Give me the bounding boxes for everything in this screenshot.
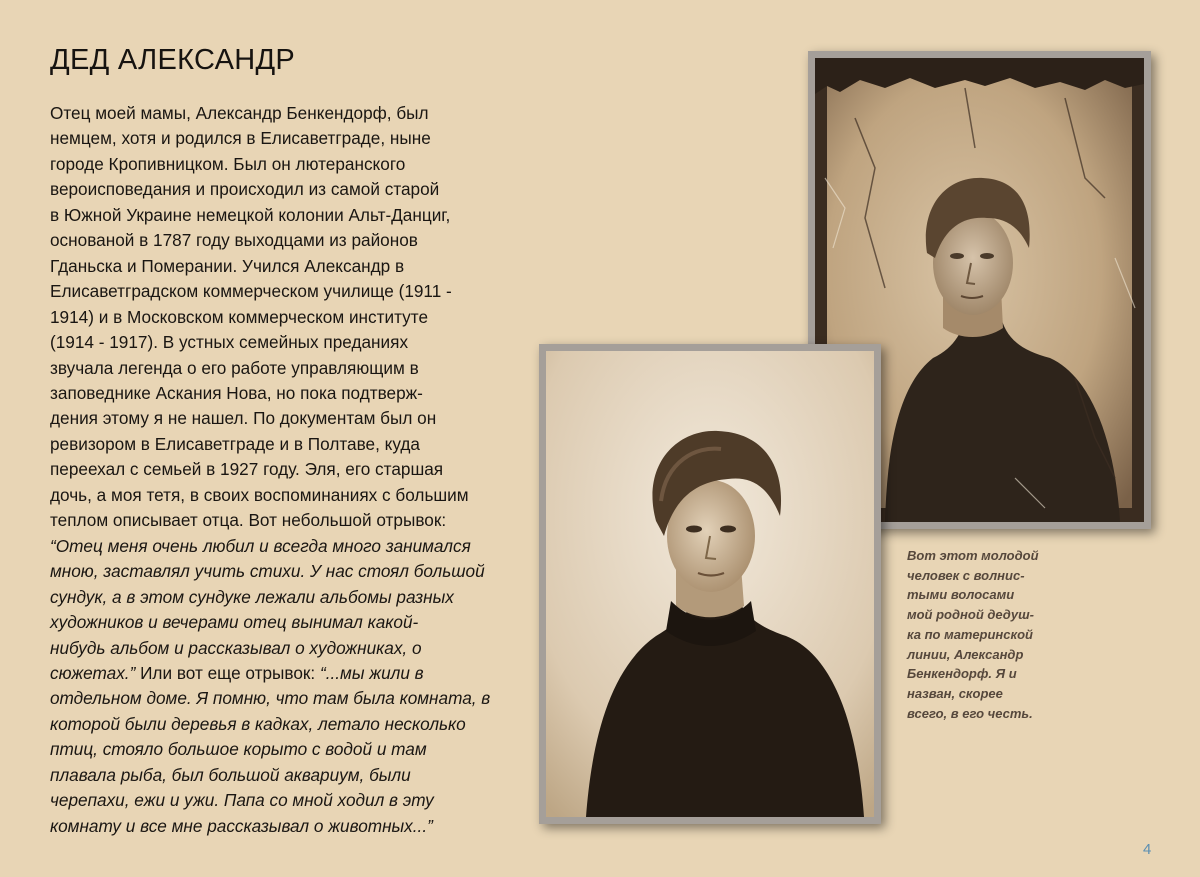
- caption-line: тыми волосами: [907, 587, 1015, 603]
- body-line: ревизором в Елисаветграде и в Полтаве, куда: [50, 433, 420, 454]
- quote-fragment: “...мы жили в: [319, 662, 424, 683]
- body-line: дочь, а моя тетя, в своих воспоминаниях с большим: [50, 484, 469, 505]
- caption-line: Вот этот молодой: [907, 548, 1039, 563]
- caption-line: всего, в его честь.: [907, 705, 1033, 721]
- quote-line: “Отец меня очень любил и всегда много занимался: [50, 535, 471, 556]
- body-line: немцем, хотя и родился в Елисаветграде, ныне: [50, 128, 431, 149]
- body-fragment: Или вот еще отрывок:: [135, 662, 320, 683]
- body-line: заповеднике Аскания Нова, но пока подтверж-: [50, 382, 423, 403]
- caption-line: Бенкендорф. Я и: [907, 666, 1017, 682]
- quote-line: черепахи, ежи и ужи. Папа со мной ходил в эту: [50, 790, 434, 811]
- quote-line: отдельном доме. Я помню, что там была комната, в: [50, 688, 491, 709]
- body-line: звучала легенда о его работе управляющим в: [50, 357, 419, 378]
- body-line: 1914) и в Московском коммерческом институте: [50, 306, 429, 327]
- body-line: Гданьска и Померании. Учился Александр в: [50, 255, 405, 276]
- caption-line: ка по материнской: [907, 626, 1033, 642]
- body-line: теплом описывает отца. Вот небольшой отрывок:: [50, 510, 447, 531]
- body-line: городе Кропивницком. Был он лютеранского: [50, 153, 406, 174]
- quote-line: нибудь альбом и рассказывал о художниках, о: [50, 637, 422, 658]
- body-line: Отец моей мамы, Александр Бенкендорф, был: [50, 103, 429, 123]
- body-line: основаной в 1787 году выходцами из районов: [50, 230, 418, 251]
- quote-line: комнату и все мне рассказывал о животных...”: [50, 815, 433, 836]
- portrait-photo: [539, 344, 881, 824]
- mixed-line: [50, 661, 500, 686]
- quote-line: которой были деревья в кадках, летало несколько: [50, 713, 466, 734]
- body-line: в Южной Украине немецкой колонии Альт-Данциг,: [50, 204, 451, 225]
- quote-line: сундук, а в этом сундуке лежали альбомы разных: [50, 586, 454, 607]
- quote-line: мною, заставлял учить стихи. У нас стоял большой: [50, 561, 485, 582]
- quote-line: птиц, стояло большое корыто с водой и там: [50, 739, 427, 760]
- body-line: переехал с семьей в 1927 году. Эля, его старшая: [50, 459, 444, 480]
- body-line: Елисаветградском коммерческом училище (1911 -: [50, 281, 452, 302]
- page-number: 4: [1143, 841, 1152, 858]
- caption-line: человек с волнис-: [907, 567, 1025, 583]
- body-line: (1914 - 1917). В устных семейных преданиях: [50, 332, 409, 353]
- body-line: вероисповедания и происходил из самой старой: [50, 179, 440, 200]
- quote-fragment: сюжетах.”: [50, 662, 136, 683]
- body-line: дения этому я не нашел. По документам был он: [50, 408, 437, 429]
- body-paragraph: [50, 101, 500, 839]
- caption-line: назван, скорее: [907, 685, 1003, 701]
- quote-line: плавала рыба, был большой аквариум, были: [50, 764, 411, 785]
- caption-line: линии, Александр: [907, 646, 1024, 662]
- page-title: ДЕД АЛЕКСАНДР: [50, 44, 296, 76]
- photo-caption: [907, 546, 1067, 723]
- quote-line: художников и вечерами отец вынимал какой-: [50, 612, 419, 633]
- caption-line: мой родной дедуш-: [907, 607, 1034, 623]
- portrait-illustration: [546, 351, 874, 817]
- body-text: [50, 101, 500, 839]
- portrait-image: [546, 351, 874, 817]
